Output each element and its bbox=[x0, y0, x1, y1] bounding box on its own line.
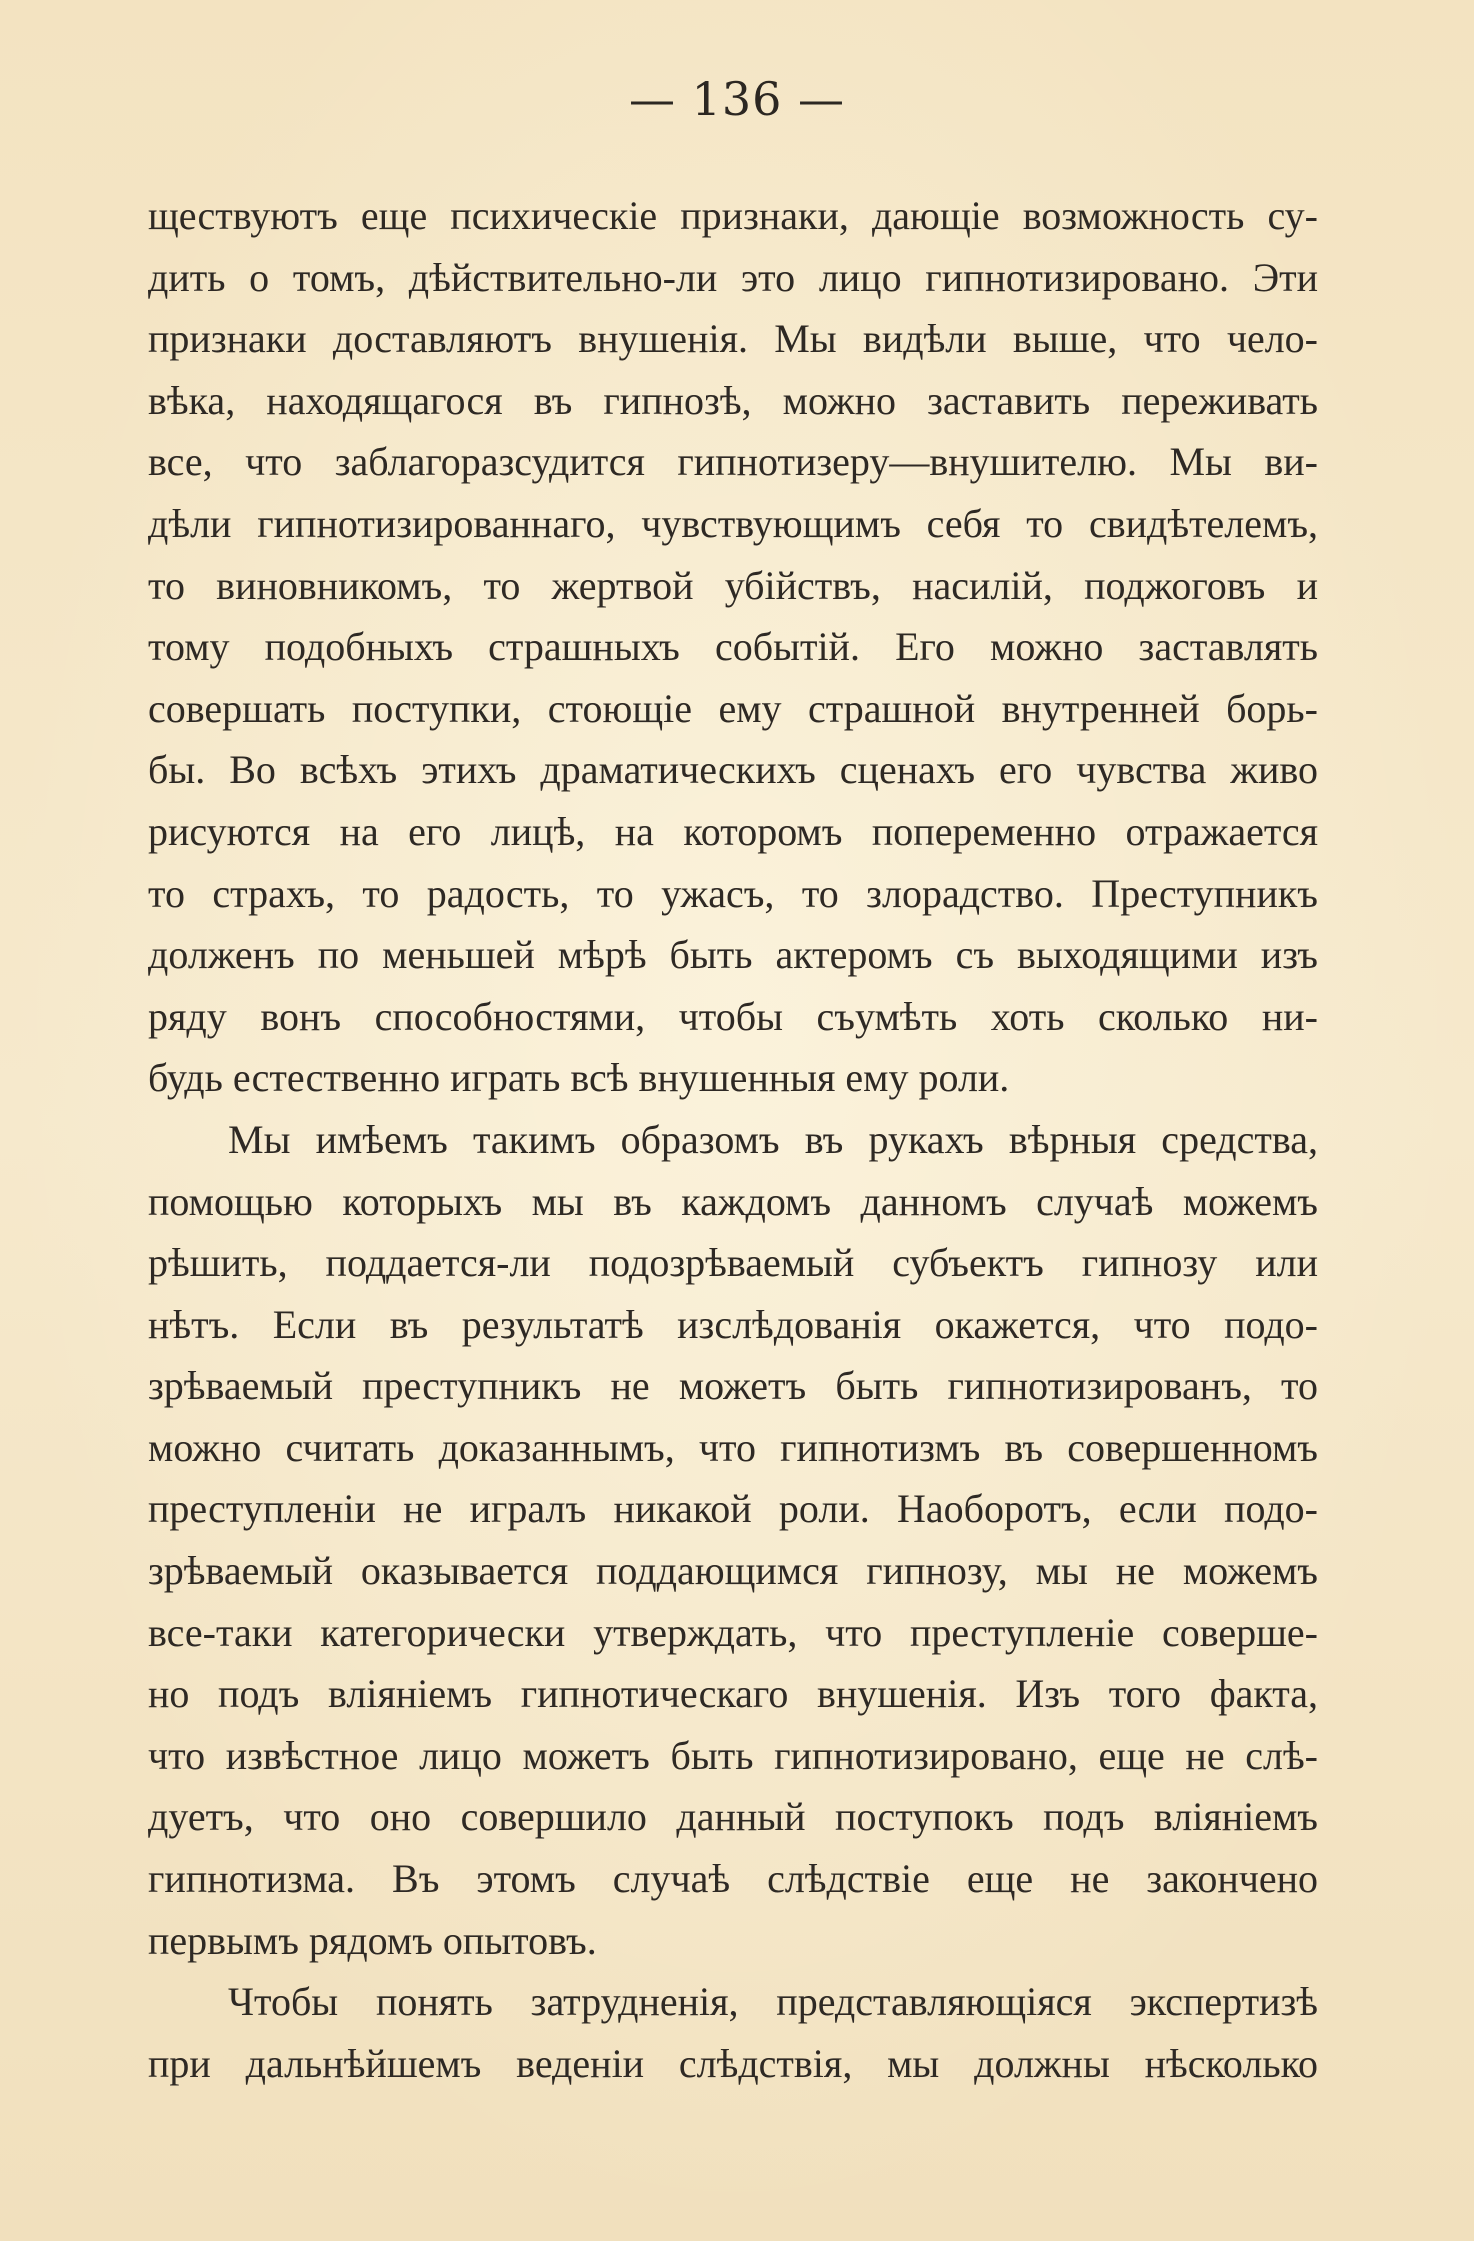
text-line: дуетъ, что оно совершило данный поступокъ подъ вліяніемъ bbox=[148, 1794, 1318, 1840]
text-line: дить о томъ, дѣйствительно-ли это лицо гипнотизировано. Эти bbox=[148, 254, 1318, 300]
text-line: тому подобныхъ страшныхъ событій. Его можно заставлять bbox=[148, 624, 1318, 670]
text-line: преступленіи не игралъ никакой роли. Наоборотъ, если подо- bbox=[148, 1486, 1318, 1532]
text-line: рѣшить, поддается-ли подозрѣваемый субъектъ гипнозу или bbox=[148, 1240, 1318, 1286]
text-line: можно считать доказаннымъ, что гипнотизмъ въ совершенномъ bbox=[148, 1424, 1318, 1470]
text-line: что извѣстное лицо можетъ быть гипнотизировано, еще не слѣ- bbox=[148, 1732, 1318, 1778]
text-line: нѣтъ. Если въ результатѣ изслѣдованія окажется, что подо- bbox=[148, 1301, 1318, 1347]
text-line: гипнотизма. Въ этомъ случаѣ слѣдствіе еще не закончено bbox=[148, 1856, 1318, 1902]
text-line: но подъ вліяніемъ гипнотическаго внушенія. Изъ того факта, bbox=[148, 1671, 1318, 1717]
text-line: бы. Во всѣхъ этихъ драматическихъ сценахъ его чувства живо bbox=[148, 747, 1318, 793]
paragraph-first-line: Чтобы понять затрудненія, представляющіяся экспертизѣ bbox=[228, 1979, 1318, 2025]
text-line: долженъ по меньшей мѣрѣ быть актеромъ съ выходящими изъ bbox=[148, 932, 1318, 978]
text-line: при дальнѣйшемъ веденіи слѣдствія, мы должны нѣсколько bbox=[148, 2040, 1318, 2086]
text-line: совершать поступки, стоющіе ему страшной внутренней борь- bbox=[148, 685, 1318, 731]
body-text bbox=[148, 185, 1318, 2094]
text-line: вѣка, находящагося въ гипнозѣ, можно заставить переживать bbox=[148, 377, 1318, 423]
text-line: то страхъ, то радость, то ужасъ, то злорадство. Преступникъ bbox=[148, 870, 1318, 916]
text-line: признаки доставляютъ внушенія. Мы видѣли выше, что чело- bbox=[148, 316, 1318, 362]
text-line: зрѣваемый оказывается поддающимся гипнозу, мы не можемъ bbox=[148, 1548, 1318, 1594]
text-line: помощью которыхъ мы въ каждомъ данномъ случаѣ можемъ bbox=[148, 1178, 1318, 1224]
paragraph-end-line: первымъ рядомъ опытовъ. bbox=[148, 1917, 597, 1963]
text-line: все, что заблагоразсудится гипнотизеру—внушителю. Мы ви- bbox=[148, 439, 1318, 485]
page-number: — 136 — bbox=[628, 72, 846, 126]
text-line: то виновникомъ, то жертвой убійствъ, насилій, поджоговъ и bbox=[148, 562, 1318, 608]
paragraph-end-line: будь естественно играть всѣ внушенныя ему роли. bbox=[148, 1055, 1010, 1101]
text-line: ряду вонъ способностями, чтобы съумѣть хоть сколько ни- bbox=[148, 993, 1318, 1039]
text-line: ществуютъ еще психическіе признаки, дающіе возможность су- bbox=[148, 193, 1318, 238]
paragraph-first-line: Мы имѣемъ такимъ образомъ въ рукахъ вѣрныя средства, bbox=[228, 1116, 1318, 1162]
text-line: рисуются на его лицѣ, на которомъ попеременно отражается bbox=[148, 808, 1318, 854]
text-line: дѣли гипнотизированнаго, чувствующимъ себя то свидѣтелемъ, bbox=[148, 500, 1318, 546]
text-line: все-таки категорически утверждать, что преступленіе соверше- bbox=[148, 1609, 1318, 1655]
text-line: зрѣваемый преступникъ не можетъ быть гипнотизированъ, то bbox=[148, 1363, 1318, 1409]
